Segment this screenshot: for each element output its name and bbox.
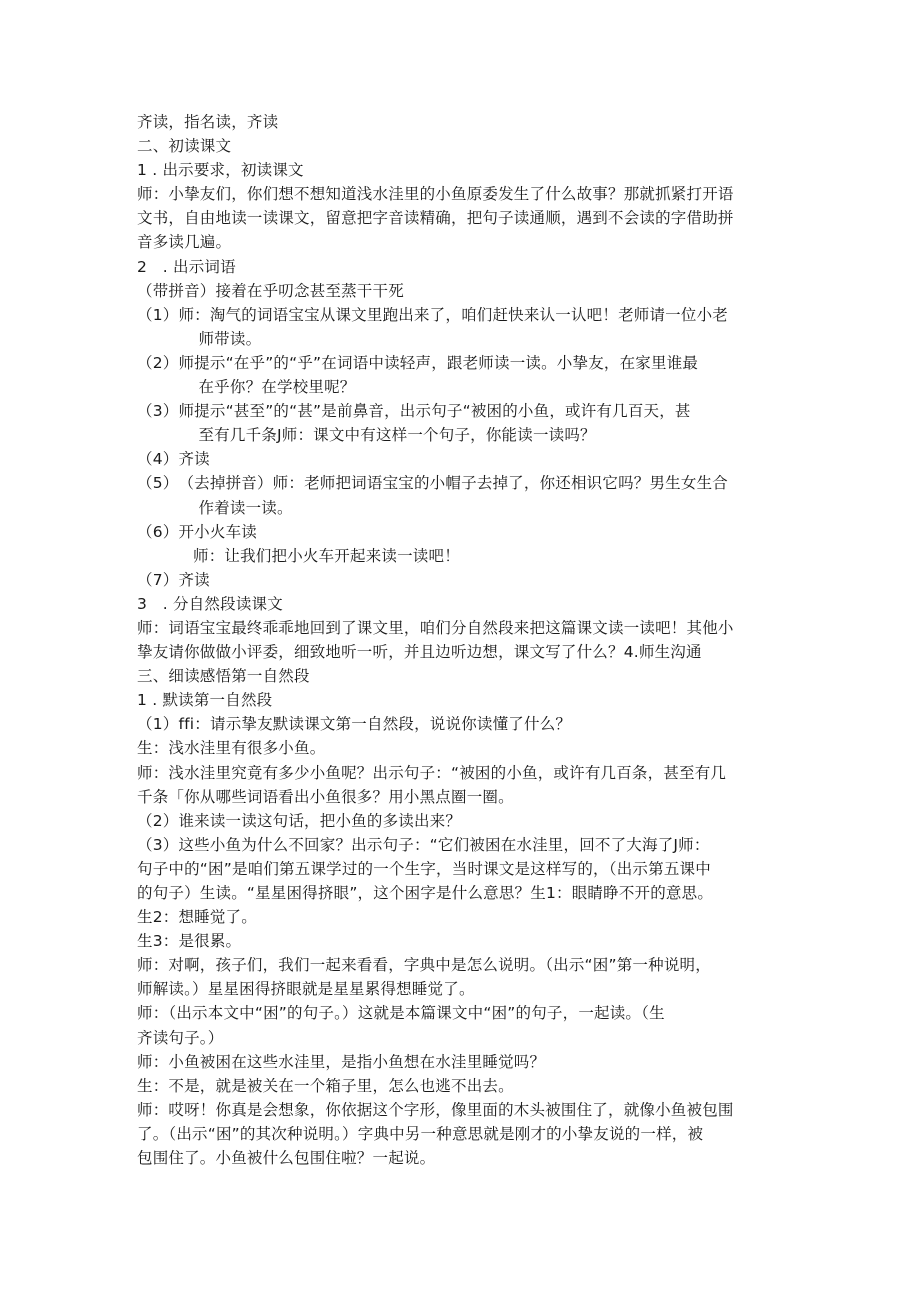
list-number: （4）	[137, 450, 179, 469]
subsection-heading: 3 . 分自然段读课文	[137, 594, 283, 613]
indented-text: 师：让我们把小火车开起来读一读吧！	[193, 546, 460, 565]
text-line: 千条「你从哪些词语看出小鱼很多？用小黑点圈一圈。	[137, 787, 514, 806]
text-line: 音多读几遍。	[137, 233, 232, 252]
section-heading: 二、初读课文	[137, 137, 232, 156]
list-item	[137, 712, 787, 736]
list-number: （2）	[137, 353, 179, 372]
text-line: 齐读句子。）	[137, 1028, 224, 1047]
list-item	[137, 399, 787, 447]
list-text: 师：淘气的词语宝宝从课文里跑出来了，咱们赶快来认一认吧！老师请一位小老	[178, 305, 728, 324]
list-text-continued: 至有几千条J师：课文中有这样一个句子，你能读一读吗？	[198, 426, 596, 445]
text-line: 生2：想睡觉了。	[137, 908, 257, 927]
list-number: （5）	[137, 474, 179, 493]
list-item	[137, 351, 787, 399]
list-text: （去掉拼音）师：老师把词语宝宝的小帽子去掉了，你还相识它吗？男生女生合	[178, 474, 728, 493]
list-number: （3）	[137, 402, 179, 421]
text-line: 师：词语宝宝最终乖乖地回到了课文里，咱们分自然段来把这篇课文读一读吧！其他小	[137, 618, 734, 637]
section-heading: 三、细读感悟第一自然段	[137, 667, 310, 686]
list-text: 师提示“甚至”的“甚”是前鼻音，出示句子“被困的小鱼，或许有几百天，甚	[178, 402, 691, 421]
text-line: （3）这些小鱼为什么不回家？出示句子：“它们被困在水洼里，回不了大海了J师：	[137, 835, 710, 854]
text-line: 的句子）生读。“星星困得挤眼”，这个困字是什么意思？生1：眼睛睁不开的意思。	[137, 884, 714, 902]
list-number: （7）	[137, 570, 179, 589]
text-line: 师：小挚友们，你们想不想知道浅水洼里的小鱼原委发生了什么故事？那就抓紧打开语	[137, 185, 734, 204]
list-text: 齐读	[178, 570, 210, 589]
list-number: （6）	[137, 522, 179, 541]
text-line: 师：浅水洼里究竟有多少小鱼呢？出示句子：“被困的小鱼，或许有几百条，甚至有几	[137, 763, 727, 782]
list-item	[137, 447, 787, 471]
text-line: 师：（出示本文中“困”的句子。）这就是本篇课文中“困”的句子，一起读。（生	[137, 1004, 665, 1023]
text-line: 师：小鱼被困在这些水洼里，是指小鱼想在水洼里睡觉吗？	[137, 1052, 546, 1071]
list-text-continued: 作着读一读。	[198, 498, 293, 517]
list-number: （1）	[137, 715, 179, 734]
document-page	[137, 110, 787, 1170]
list-item	[137, 303, 787, 351]
text-line: 挚友请你做做小评委，细致地听一听，并且边听边想，课文写了什么？4.师生沟通	[137, 643, 702, 662]
text-line: 句子中的“困”是咱们第五课学过的一个生字，当时课文是这样写的，（出示第五课中	[137, 859, 711, 878]
text-line: 生：浅水洼里有很多小鱼。	[137, 739, 326, 758]
list-text: ffi：请示挚友默读课文第一自然段，说说你读懂了什么？	[178, 715, 572, 734]
text-line: 师：哎呀！你真是会想象，你依据这个字形，像里面的木头被围住了，就像小鱼被包围	[137, 1100, 734, 1119]
list-item	[137, 568, 787, 592]
list-item	[137, 471, 787, 519]
text-line: 文书，自由地读一读课文，留意把字音读精确，把句子读通顺，遇到不会读的字借助拼	[137, 209, 734, 228]
text-line: （2）谁来读一读这句话，把小鱼的多读出来？	[137, 811, 462, 830]
text-line: 生：不是，就是被关在一个箱子里，怎么也逃不出去。	[137, 1076, 514, 1095]
subsection-heading: 1 . 出示要求，初读课文	[137, 161, 304, 180]
list-text: 开小火车读	[178, 522, 257, 541]
subsection-heading: 1 . 默读第一自然段	[137, 691, 273, 710]
list-item	[137, 520, 787, 544]
list-text-continued: 师带读。	[198, 329, 262, 348]
subsection-heading: 2 . 出示词语	[137, 257, 236, 276]
list-number: （1）	[137, 305, 179, 324]
list-text: 齐读	[178, 450, 210, 469]
text-line: 了。（出示“困”的其次种说明。）字典中另一种意思就是刚才的小挚友说的一样，被	[137, 1124, 704, 1143]
text-line: 师：对啊，孩子们，我们一起来看看，字典中是怎么说明。（出示“困”第一种说明，	[137, 956, 711, 975]
text-line: 包围住了。小鱼被什么包围住啦？一起说。	[137, 1149, 436, 1168]
text-line: 师解读。）星星困得挤眼就是星星累得想睡觉了。	[137, 980, 475, 999]
text-line: 生3：是很累。	[137, 932, 242, 951]
text-line: （带拼音）接着在乎叨念甚至蒸干干死	[137, 281, 404, 300]
text-line: 齐读，指名读，齐读	[137, 113, 279, 131]
list-text-continued: 在乎你？在学校里呢？	[198, 378, 356, 397]
list-text: 师提示“在乎”的“乎”在词语中读轻声，跟老师读一读。小挚友，在家里谁最	[178, 353, 699, 372]
